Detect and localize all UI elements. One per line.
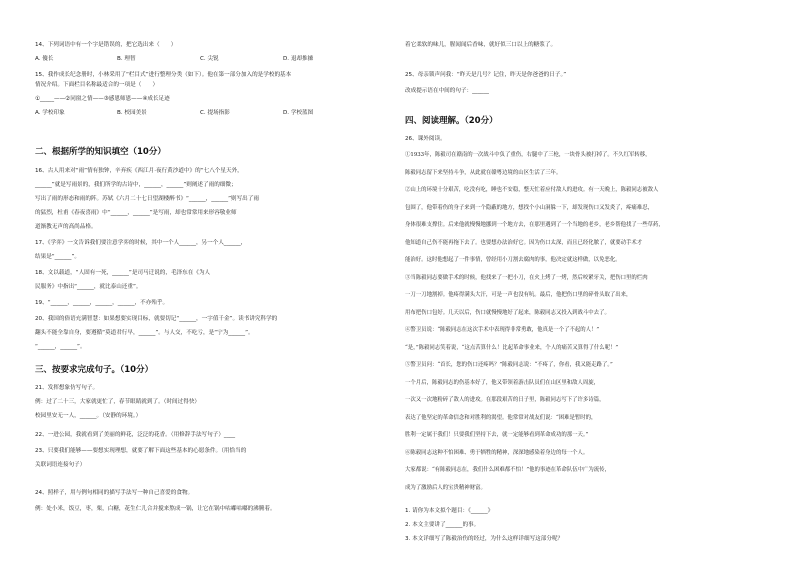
q21-stem: 21、发挥想象仿写句子。 — [35, 385, 99, 391]
q17-line-2: 结果是“______”。 — [35, 254, 80, 260]
q23-line-2: 关联词语连接句子） — [35, 462, 86, 468]
q15-option-a: A. 学校印象 — [35, 110, 65, 116]
passage-line: “是，”陈毅同志笑着说，“这点苦算什么！比起革命事业来，个人的痛苦又算得了什么呢！” — [405, 344, 619, 351]
passage-line: 胜利一定属于我们！只要我们坚持下去，就一定能够看到革命成功的那一天。” — [405, 432, 589, 438]
q16-line-5: 道渐教无声的高尚品格。 — [35, 224, 97, 230]
q21-example: 例：过了二十三，大家就更忙了，春节眼睛就到了。（时间过得快） — [35, 399, 201, 405]
passage-line: 一个月后，陈毅同志的伤基本好了，他又带领着游击队员们在山区里和敌人周旋， — [405, 379, 600, 386]
passage-line: 表达了他坚定的革命信念和对胜利的渴望。他常常对战友们说：“困难是暂时的， — [405, 414, 597, 421]
q23-line-1: 23、只要我们能够——要想实现理想，就要了解下面这些基本的心愿条件。（用恰当的 — [35, 448, 247, 454]
passage-line: ④警卫员说：“陈毅同志在这次手术中表现得非常勇敢，他真是一个了不起的人！” — [405, 327, 600, 333]
q14-option-d: D. 退却推搡 — [283, 56, 314, 62]
q14-option-c: C. 尖锐 — [200, 56, 219, 62]
passage-line: 陈毅同志留下来坚持斗争，从此就在赣粤边境的山区生活了三年。 — [405, 169, 562, 176]
q16-line-2: ______”就是写雨景的，我们所学的古诗中，______，______”则阐述了雨的细微； — [35, 182, 237, 188]
q24-line-2: 例：处小米，饭豆，枣，栗，白糖，花生仁儿合并搅来熬成一锅，让它在锅中咕嘟咕嘟的沸腾着。 — [35, 506, 276, 512]
continued-line: 着它柔软的味儿，腥闻闻后香味，就好似三口以上的糖浆了。 — [405, 42, 557, 48]
passage-line: ②山上的环境十分艰苦，吃没有吃，睡也不安稳，整天忙着应付敌人的进攻。有一天晚上，陈毅同志被敌人 — [405, 187, 659, 193]
q14-option-a: A. 傻长 — [35, 56, 54, 62]
passage-line: 用布把伤口包好。几天以后，伤口就慢慢地好了起来，陈毅同志又投入到战斗中去了。 — [405, 309, 610, 316]
passage-line: 一刀一刀地割掉。他疼得满头大汗，可是一声也没有吭。最后，他把伤口里的碎骨头取了出来， — [405, 292, 632, 298]
q21-task: 校园里安无一人，______。（安静的环境。） — [35, 413, 142, 419]
q20-line-1: 20、我国的俗语充满智慧：如果想要实现目标，就要切记“______，一字值千金”。读书讲究科学的 — [35, 316, 278, 322]
passage-line: 大家都说：“有陈毅同志在，我们什么困难都不怕！”他的事迹在革命队伍中广为流传， — [405, 467, 610, 473]
q26-stem: 26、课外阅读。 — [405, 136, 446, 142]
q18-line-2: 民服务》中指出“______，就比泰山还重”。 — [35, 284, 142, 290]
q15-stem-2: 情况介绍。下面栏目名称最适合的一项是（ ） — [35, 82, 159, 88]
passage-line: ①1933年，陈毅司在赣南的一次战斗中负了重伤，右腿中了三枪，一块骨头被打掉了。不久红军转移， — [405, 152, 651, 158]
section-2-title: 二、根据所学的知识填空（10分） — [35, 147, 166, 157]
passage-line: ⑤警卫员问：“首长，您的伤口还疼吗？”陈毅同志说：“不疼了，你看，我又能走路了。” — [405, 362, 613, 368]
q24-line-1: 24、照样子，用与例句相同的描写手法写一种自己喜爱的食物。 — [35, 490, 194, 496]
passage-line: ③当陈毅同志要做手术的时候，他找来了一把小刀，在火上烤了一烤，然后咬紧牙关，把伤口里的烂肉 — [405, 274, 648, 281]
q15-stem-1: 15、我作成长纪念册时，小林采用了“栏目式”进行整理分类（如下）。他在第一部分加入的是学校的基本 — [35, 72, 292, 78]
q18-line-1: 18、文以载道，“人固有一死，______”是司马迁说的，毛泽东在《为人 — [35, 270, 211, 276]
passage-line: 他知道自己伤不能再拖下去了。也要想办法治好它。因为伤口太深，而且已经化脓了，就要动手术才 — [405, 239, 643, 246]
passage-line: 成为了激励后人的宝贵精神财富。 — [405, 484, 486, 491]
section-3-title: 三、按要求完成句子。（10分） — [35, 365, 154, 375]
q20-line-3: “______，______”。 — [35, 344, 86, 350]
q19-line: 19、“______，______，______，______，不亦殆乎。 — [35, 300, 169, 306]
passage-line: ⑥陈毅同志这种不怕困难、勇于牺牲的精神，深深地感染着身边的每一个人。 — [405, 449, 589, 456]
q15-list: ①_____——②同窗之情——③感恩师恩——④成长足迹 — [35, 96, 170, 102]
passage-line: 身体很难支撑住。后来他就慢慢地挪到一个地方去，在那里遇到了一个当地的老乡，老乡帮他找了一些草药， — [405, 222, 664, 228]
q14-option-b: B. 理智 — [117, 56, 136, 62]
q22-line: 22、一进公园，我就看到了美丽的鲜花，泛泛的花香。（用修辞手法写句子）____ — [35, 432, 236, 438]
q14-stem: 14、下列词语中有一个字是错误的，把它选出来（ ） — [35, 42, 177, 48]
q17-line-1: 17、《学弈》一文告诉我们要注意学弈的时候，其中一个人______，另一个人______， — [35, 240, 247, 246]
task-1: 1. 请你为本文拟个题目：《______》 — [405, 508, 494, 514]
q16-line-4: 的猛烈，杜甫《春夜喜雨》中“______，______”是写雨，却也常常用来形容敬业师 — [35, 210, 237, 216]
passage-line: 包围了，他带着伤的身子来到一个隐蔽的地方，想找个小山洞躲一下，却发现伤口又发炎了，疼痛难忍， — [405, 204, 653, 211]
q15-option-d: D. 学校蓝图 — [283, 110, 314, 116]
q15-option-b: B. 校园美景 — [117, 110, 147, 116]
q25-line-1: 25、母亲锁声问我：“昨天是几号？记住，昨天是你爸爸的日子。” — [405, 72, 567, 78]
passage-line: 一次又一次地粉碎了敌人的进攻。在那段艰苦的日子里，陈毅同志写下了许多诗篇， — [405, 397, 605, 403]
q16-line-3: 写出了雨的形态和雨的阵。苏轼《六月二十七日望湖楼醉书》“______，______”则写出了雨 — [35, 196, 259, 202]
passage-line: 能治好。这时他想起了一件事情，曾经用小刀割去腐肉的事，他决定就这样做，以免恶化。 — [405, 257, 621, 263]
q15-option-c: C. 提场指影 — [200, 110, 230, 116]
section-4-title: 四、阅读理解。（20分） — [405, 116, 498, 126]
q25-line-2: 改成提示语在中间的句子：______ — [405, 88, 489, 94]
q16-line-1: 16、古人用来对“雨”情有独钟，辛弃疾《西江月·夜行黄沙道中》的“七八个星天外， — [35, 168, 243, 174]
task-3: 3. 本文详细写了陈毅治伤的经过，为什么这样详细写这部分呢？ — [405, 536, 564, 542]
q20-line-2: 翻头不能全靠自身，要遵循“莫道君行早，______”。与人交，不吃亏，是“宁为______”。 — [35, 330, 254, 336]
task-2: 2. 本文主要讲了______的事。 — [405, 522, 480, 528]
